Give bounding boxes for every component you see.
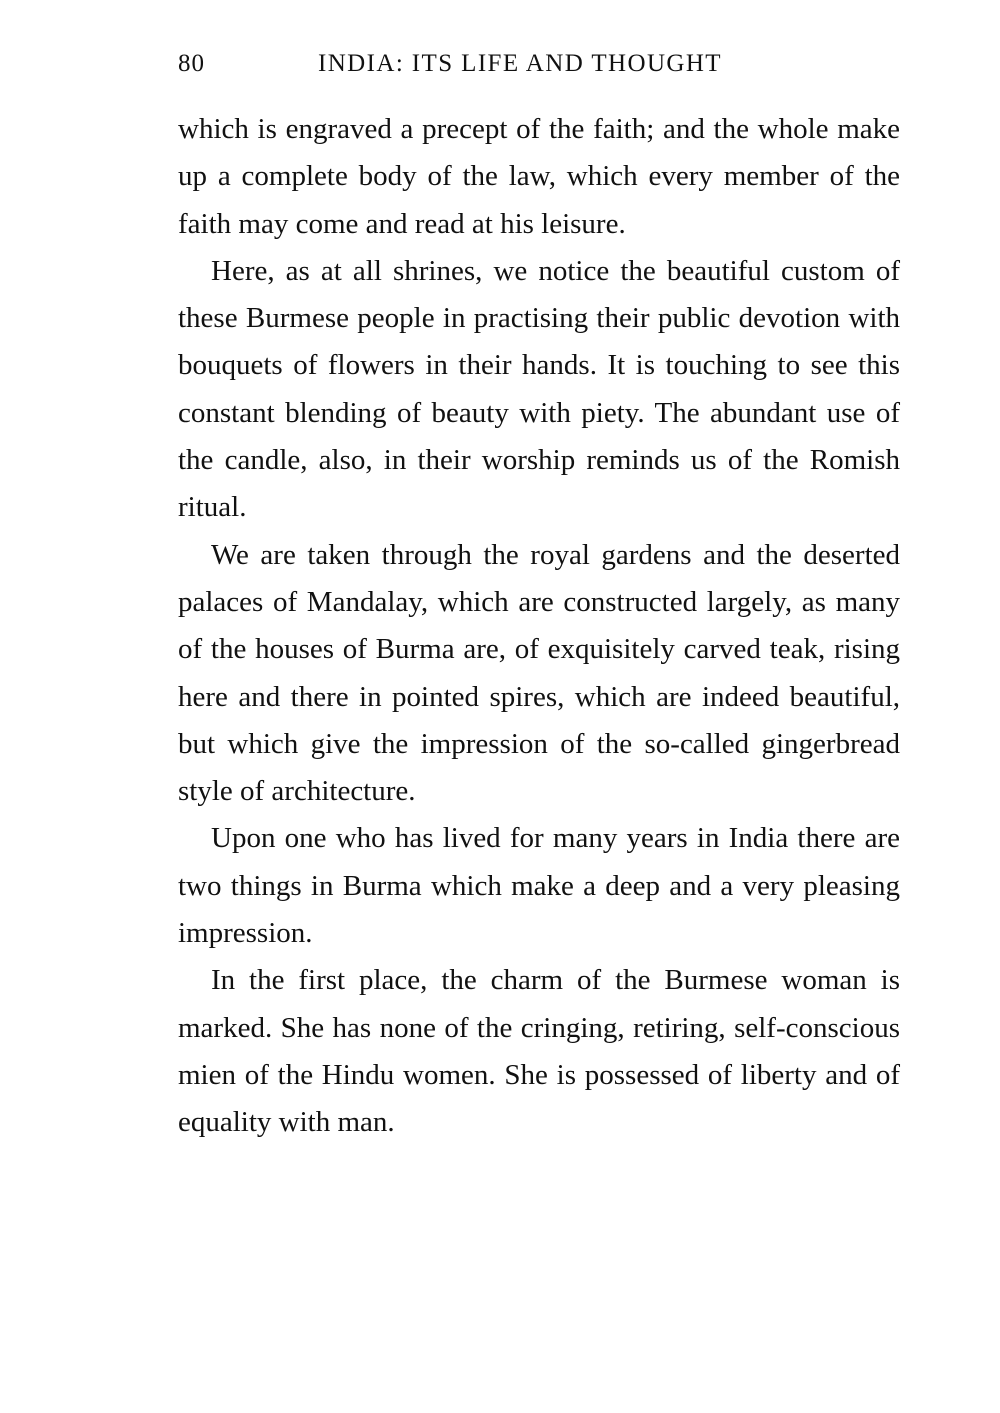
body-text xyxy=(178,106,900,1147)
page-number: 80 xyxy=(178,50,205,77)
paragraph-burma-impression: Upon one who has lived for many years in India there are two things in Burma which make a deep and a very pleasing impression. xyxy=(178,822,900,950)
paragraph-burmese-devotion: Here, as at all shrines, we notice the beautiful custom of these Burmese people in practising their public devotion with bouquets of flowers in their hands. It is touching to see this constant blending of beauty with piety. The abundant use of the candle, also, in their worship reminds us of the Romish ritual. xyxy=(178,254,900,524)
running-title: INDIA: ITS LIFE AND THOUGHT xyxy=(318,50,722,77)
paragraph-burmese-woman: In the first place, the charm of the Burmese woman is marked. She has none of the cringing, retiring, self-conscious mien of the Hindu women. She is possessed of liberty and of equality with man. xyxy=(178,964,900,1139)
paragraph-continuation: which is engraved a precept of the faith; and the whole make up a complete body of the law, which every member of the faith may come and read at his leisure. xyxy=(178,113,900,240)
running-head xyxy=(178,50,900,84)
paragraph-mandalay-palaces: We are taken through the royal gardens and the deserted palaces of Mandalay, which are constructed largely, as many of the houses of Burma are, of exquisitely carved teak, rising here and there in pointed spires, which are indeed beautiful, but which give the impression of the so-called gingerbread style of architecture. xyxy=(178,538,900,808)
